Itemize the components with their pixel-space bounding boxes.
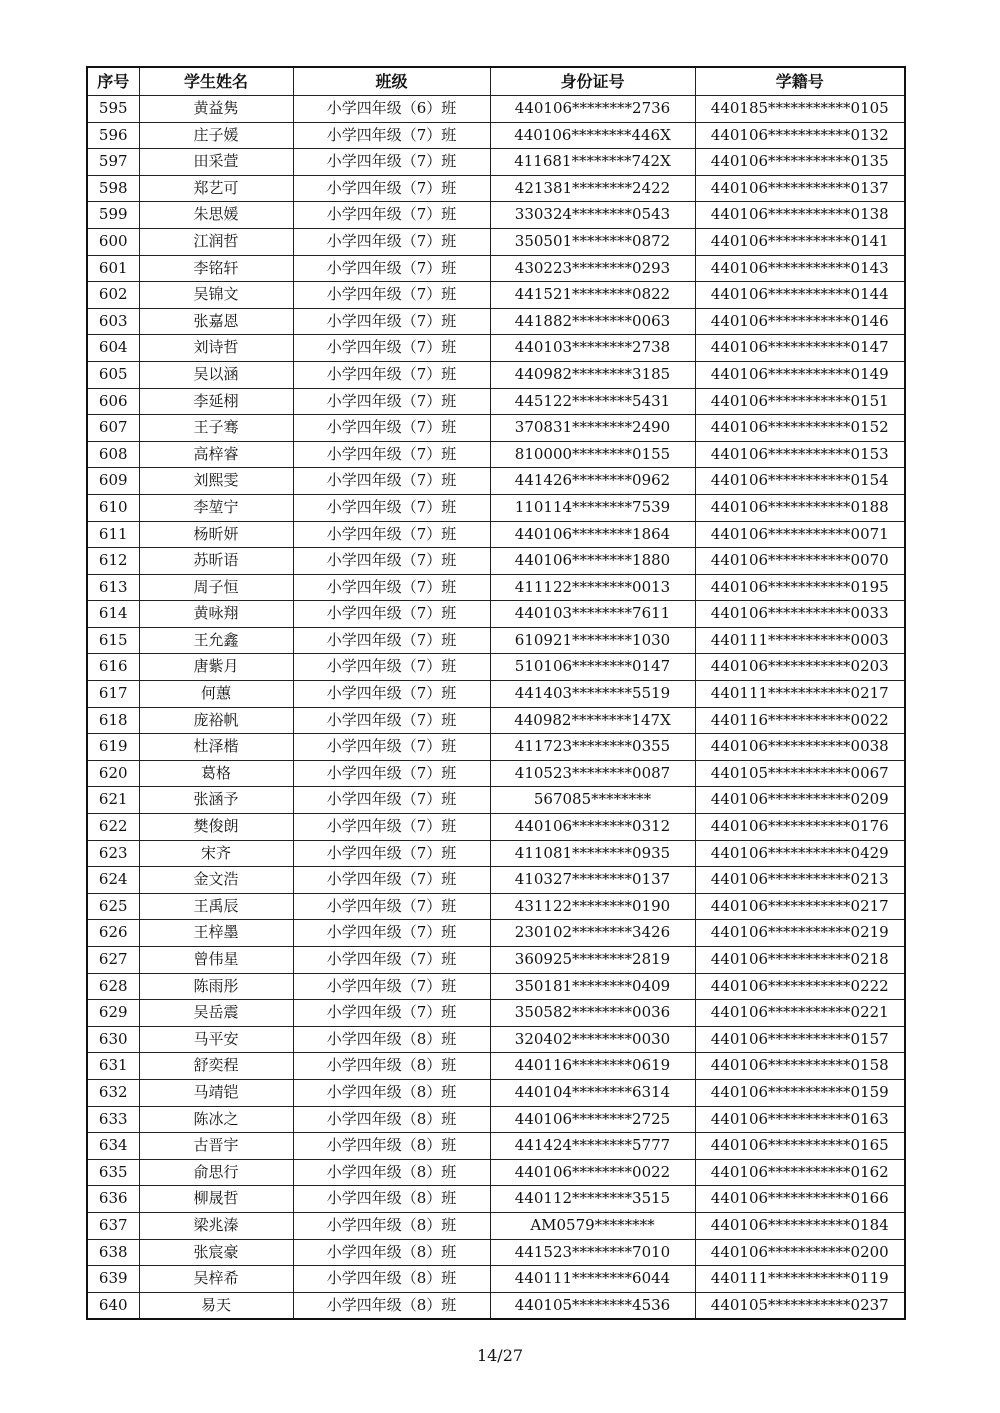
cell-id-number: 320402********0030 [490,1026,695,1053]
cell-class: 小学四年级（8）班 [293,1292,490,1319]
cell-student-name: 曾伟星 [139,947,293,974]
cell-registration-number: 440106***********0144 [695,282,905,309]
table-row [87,548,905,575]
cell-index: 596 [87,122,139,149]
cell-index: 605 [87,361,139,388]
cell-id-number: 810000********0155 [490,441,695,468]
cell-student-name: 周子恒 [139,574,293,601]
cell-student-name: 李铭轩 [139,255,293,282]
cell-student-name: 杜泽楷 [139,734,293,761]
cell-index: 615 [87,627,139,654]
cell-class: 小学四年级（7）班 [293,681,490,708]
table-row [87,1133,905,1160]
cell-id-number: 411122********0013 [490,574,695,601]
cell-registration-number: 440106***********0158 [695,1053,905,1080]
cell-id-number: 370831********2490 [490,415,695,442]
cell-index: 635 [87,1159,139,1186]
cell-student-name: 李延栩 [139,388,293,415]
cell-student-name: 吴梓希 [139,1266,293,1293]
cell-id-number: 440106********2736 [490,96,695,123]
cell-id-number: 440106********0312 [490,814,695,841]
cell-student-name: 唐紫月 [139,654,293,681]
cell-registration-number: 440106***********0146 [695,308,905,335]
cell-registration-number: 440106***********0165 [695,1133,905,1160]
header-student-name: 学生姓名 [139,67,293,96]
table-row [87,734,905,761]
cell-index: 624 [87,867,139,894]
table-row [87,947,905,974]
cell-student-name: 朱思媛 [139,202,293,229]
cell-student-name: 王允鑫 [139,627,293,654]
cell-id-number: 610921********1030 [490,627,695,654]
table-row [87,202,905,229]
cell-class: 小学四年级（8）班 [293,1212,490,1239]
cell-class: 小学四年级（7）班 [293,521,490,548]
table-row [87,468,905,495]
cell-student-name: 江润哲 [139,228,293,255]
cell-id-number: 441523********7010 [490,1239,695,1266]
table-row [87,1212,905,1239]
table-row [87,1026,905,1053]
cell-id-number: 440106********446X [490,122,695,149]
cell-class: 小学四年级（7）班 [293,255,490,282]
cell-id-number: 411723********0355 [490,734,695,761]
cell-student-name: 金文浩 [139,867,293,894]
cell-id-number: 441403********5519 [490,681,695,708]
cell-class: 小学四年级（7）班 [293,814,490,841]
cell-id-number: 330324********0543 [490,202,695,229]
cell-class: 小学四年级（8）班 [293,1053,490,1080]
cell-id-number: 440103********7611 [490,601,695,628]
cell-registration-number: 440106***********0153 [695,441,905,468]
cell-id-number: AM0579******** [490,1212,695,1239]
cell-registration-number: 440106***********0222 [695,973,905,1000]
cell-index: 617 [87,681,139,708]
table-row [87,1266,905,1293]
cell-index: 602 [87,282,139,309]
cell-registration-number: 440105***********0237 [695,1292,905,1319]
cell-student-name: 张涵予 [139,787,293,814]
cell-id-number: 440112********3515 [490,1186,695,1213]
header-registration-number: 学籍号 [695,67,905,96]
cell-id-number: 510106********0147 [490,654,695,681]
cell-id-number: 441426********0962 [490,468,695,495]
cell-registration-number: 440106***********0132 [695,122,905,149]
cell-index: 638 [87,1239,139,1266]
cell-index: 621 [87,787,139,814]
table-body [87,96,905,1320]
cell-index: 600 [87,228,139,255]
cell-class: 小学四年级（7）班 [293,654,490,681]
cell-student-name: 马靖铠 [139,1079,293,1106]
cell-class: 小学四年级（6）班 [293,96,490,123]
cell-registration-number: 440106***********0033 [695,601,905,628]
cell-registration-number: 440106***********0137 [695,175,905,202]
cell-student-name: 吴锦文 [139,282,293,309]
cell-id-number: 410327********0137 [490,867,695,894]
cell-student-name: 张宸豪 [139,1239,293,1266]
cell-student-name: 马平安 [139,1026,293,1053]
cell-class: 小学四年级（7）班 [293,787,490,814]
table-row [87,494,905,521]
cell-registration-number: 440106***********0195 [695,574,905,601]
cell-registration-number: 440106***********0159 [695,1079,905,1106]
cell-student-name: 郑艺可 [139,175,293,202]
cell-id-number: 350501********0872 [490,228,695,255]
cell-class: 小学四年级（7）班 [293,149,490,176]
cell-id-number: 410523********0087 [490,760,695,787]
cell-id-number: 430223********0293 [490,255,695,282]
cell-student-name: 田采萱 [139,149,293,176]
cell-id-number: 421381********2422 [490,175,695,202]
header-id-number: 身份证号 [490,67,695,96]
cell-student-name: 何蕙 [139,681,293,708]
cell-registration-number: 440116***********0022 [695,707,905,734]
table-row [87,96,905,123]
cell-registration-number: 440106***********0203 [695,654,905,681]
cell-student-name: 梁兆溱 [139,1212,293,1239]
cell-registration-number: 440106***********0219 [695,920,905,947]
table-row [87,840,905,867]
cell-registration-number: 440106***********0184 [695,1212,905,1239]
table-row [87,1239,905,1266]
table-row [87,335,905,362]
table-row [87,574,905,601]
cell-index: 639 [87,1266,139,1293]
table-row [87,1053,905,1080]
table-header-row [87,67,905,96]
table-row [87,893,905,920]
cell-index: 614 [87,601,139,628]
cell-registration-number: 440106***********0217 [695,893,905,920]
cell-registration-number: 440106***********0070 [695,548,905,575]
cell-registration-number: 440106***********0138 [695,202,905,229]
table-row [87,441,905,468]
cell-id-number: 360925********2819 [490,947,695,974]
cell-registration-number: 440106***********0176 [695,814,905,841]
cell-index: 595 [87,96,139,123]
cell-registration-number: 440106***********0218 [695,947,905,974]
cell-registration-number: 440105***********0067 [695,760,905,787]
cell-student-name: 杨昕妍 [139,521,293,548]
cell-student-name: 易天 [139,1292,293,1319]
table-row [87,867,905,894]
table-row [87,308,905,335]
cell-student-name: 舒奕程 [139,1053,293,1080]
cell-class: 小学四年级（7）班 [293,494,490,521]
cell-id-number: 440105********4536 [490,1292,695,1319]
cell-index: 606 [87,388,139,415]
header-index: 序号 [87,67,139,96]
cell-class: 小学四年级（7）班 [293,734,490,761]
cell-student-name: 柳晟哲 [139,1186,293,1213]
cell-index: 629 [87,1000,139,1027]
cell-student-name: 俞思行 [139,1159,293,1186]
cell-registration-number: 440106***********0071 [695,521,905,548]
cell-registration-number: 440106***********0166 [695,1186,905,1213]
cell-student-name: 葛格 [139,760,293,787]
cell-index: 627 [87,947,139,974]
cell-id-number: 411681********742X [490,149,695,176]
cell-index: 626 [87,920,139,947]
cell-class: 小学四年级（7）班 [293,574,490,601]
cell-id-number: 440982********147X [490,707,695,734]
cell-index: 633 [87,1106,139,1133]
cell-index: 603 [87,308,139,335]
cell-index: 612 [87,548,139,575]
cell-index: 609 [87,468,139,495]
header-class: 班级 [293,67,490,96]
cell-index: 630 [87,1026,139,1053]
table-row [87,1000,905,1027]
cell-class: 小学四年级（7）班 [293,947,490,974]
cell-class: 小学四年级（7）班 [293,468,490,495]
cell-id-number: 440103********2738 [490,335,695,362]
cell-index: 604 [87,335,139,362]
cell-index: 625 [87,893,139,920]
cell-student-name: 陈冰之 [139,1106,293,1133]
table-row [87,1186,905,1213]
cell-index: 620 [87,760,139,787]
cell-index: 632 [87,1079,139,1106]
cell-class: 小学四年级（8）班 [293,1106,490,1133]
cell-index: 597 [87,149,139,176]
cell-class: 小学四年级（7）班 [293,548,490,575]
cell-registration-number: 440106***********0143 [695,255,905,282]
cell-student-name: 宋齐 [139,840,293,867]
cell-student-name: 刘熙雯 [139,468,293,495]
table-row [87,521,905,548]
cell-index: 599 [87,202,139,229]
table-row [87,361,905,388]
cell-index: 628 [87,973,139,1000]
cell-id-number: 431122********0190 [490,893,695,920]
cell-id-number: 350582********0036 [490,1000,695,1027]
cell-id-number: 440106********1880 [490,548,695,575]
table-row [87,1079,905,1106]
cell-id-number: 445122********5431 [490,388,695,415]
cell-class: 小学四年级（7）班 [293,627,490,654]
cell-registration-number: 440106***********0151 [695,388,905,415]
cell-registration-number: 440106***********0157 [695,1026,905,1053]
cell-id-number: 440104********6314 [490,1079,695,1106]
cell-class: 小学四年级（7）班 [293,308,490,335]
cell-registration-number: 440106***********0209 [695,787,905,814]
cell-class: 小学四年级（7）班 [293,388,490,415]
cell-registration-number: 440106***********0213 [695,867,905,894]
cell-index: 608 [87,441,139,468]
cell-student-name: 高梓睿 [139,441,293,468]
cell-class: 小学四年级（7）班 [293,175,490,202]
cell-registration-number: 440185***********0105 [695,96,905,123]
cell-registration-number: 440106***********0221 [695,1000,905,1027]
cell-id-number: 440111********6044 [490,1266,695,1293]
cell-registration-number: 440106***********0162 [695,1159,905,1186]
cell-class: 小学四年级（7）班 [293,122,490,149]
cell-index: 601 [87,255,139,282]
cell-class: 小学四年级（7）班 [293,707,490,734]
cell-class: 小学四年级（7）班 [293,282,490,309]
cell-id-number: 411081********0935 [490,840,695,867]
cell-registration-number: 440106***********0141 [695,228,905,255]
table-row [87,1159,905,1186]
cell-class: 小学四年级（7）班 [293,920,490,947]
cell-id-number: 441424********5777 [490,1133,695,1160]
table-row [87,627,905,654]
cell-registration-number: 440106***********0135 [695,149,905,176]
cell-class: 小学四年级（8）班 [293,1186,490,1213]
cell-class: 小学四年级（7）班 [293,1000,490,1027]
cell-registration-number: 440111***********0119 [695,1266,905,1293]
cell-student-name: 黄益隽 [139,96,293,123]
cell-student-name: 古晋宇 [139,1133,293,1160]
cell-class: 小学四年级（8）班 [293,1079,490,1106]
cell-class: 小学四年级（7）班 [293,202,490,229]
table-row [87,920,905,947]
table-row [87,228,905,255]
cell-id-number: 440106********0022 [490,1159,695,1186]
cell-index: 616 [87,654,139,681]
table-row [87,787,905,814]
table-row [87,601,905,628]
table-row [87,1292,905,1319]
cell-student-name: 张嘉恩 [139,308,293,335]
cell-student-name: 苏昕语 [139,548,293,575]
cell-class: 小学四年级（8）班 [293,1266,490,1293]
cell-class: 小学四年级（7）班 [293,361,490,388]
page-number: 14/27 [476,1346,524,1365]
table-row [87,388,905,415]
cell-student-name: 陈雨彤 [139,973,293,1000]
cell-index: 613 [87,574,139,601]
cell-class: 小学四年级（7）班 [293,228,490,255]
cell-id-number: 350181********0409 [490,973,695,1000]
cell-index: 607 [87,415,139,442]
table-row [87,175,905,202]
cell-index: 611 [87,521,139,548]
cell-id-number: 110114********7539 [490,494,695,521]
cell-student-name: 王禹辰 [139,893,293,920]
table-row [87,282,905,309]
cell-student-name: 庞裕帆 [139,707,293,734]
cell-id-number: 440106********1864 [490,521,695,548]
cell-class: 小学四年级（7）班 [293,893,490,920]
table-row [87,122,905,149]
cell-index: 634 [87,1133,139,1160]
cell-id-number: 440116********0619 [490,1053,695,1080]
table-row [87,1106,905,1133]
cell-id-number: 441882********0063 [490,308,695,335]
cell-student-name: 李堃宁 [139,494,293,521]
cell-student-name: 王梓墨 [139,920,293,947]
cell-class: 小学四年级（8）班 [293,1026,490,1053]
cell-class: 小学四年级（7）班 [293,441,490,468]
cell-registration-number: 440111***********0217 [695,681,905,708]
cell-registration-number: 440106***********0154 [695,468,905,495]
cell-student-name: 王子骞 [139,415,293,442]
cell-id-number: 440982********3185 [490,361,695,388]
cell-index: 636 [87,1186,139,1213]
cell-student-name: 黄咏翔 [139,601,293,628]
cell-registration-number: 440106***********0147 [695,335,905,362]
cell-class: 小学四年级（7）班 [293,335,490,362]
table-row [87,654,905,681]
cell-registration-number: 440106***********0200 [695,1239,905,1266]
cell-registration-number: 440106***********0152 [695,415,905,442]
cell-id-number: 230102********3426 [490,920,695,947]
cell-registration-number: 440111***********0003 [695,627,905,654]
cell-class: 小学四年级（8）班 [293,1159,490,1186]
cell-class: 小学四年级（7）班 [293,973,490,1000]
cell-index: 619 [87,734,139,761]
cell-class: 小学四年级（8）班 [293,1133,490,1160]
cell-registration-number: 440106***********0188 [695,494,905,521]
table-row [87,707,905,734]
cell-class: 小学四年级（7）班 [293,760,490,787]
table-row [87,681,905,708]
cell-index: 631 [87,1053,139,1080]
cell-class: 小学四年级（8）班 [293,1239,490,1266]
cell-student-name: 庄子媛 [139,122,293,149]
cell-index: 618 [87,707,139,734]
cell-index: 623 [87,840,139,867]
cell-class: 小学四年级（7）班 [293,867,490,894]
cell-registration-number: 440106***********0038 [695,734,905,761]
student-table [86,66,906,1320]
cell-class: 小学四年级（7）班 [293,415,490,442]
table-row [87,255,905,282]
cell-registration-number: 440106***********0429 [695,840,905,867]
cell-class: 小学四年级（7）班 [293,601,490,628]
table-row [87,415,905,442]
cell-id-number: 567085******** [490,787,695,814]
cell-student-name: 吴以涵 [139,361,293,388]
cell-student-name: 樊俊朗 [139,814,293,841]
table-row [87,973,905,1000]
cell-index: 598 [87,175,139,202]
cell-id-number: 441521********0822 [490,282,695,309]
cell-index: 622 [87,814,139,841]
cell-registration-number: 440106***********0149 [695,361,905,388]
table-row [87,814,905,841]
table-row [87,760,905,787]
cell-index: 640 [87,1292,139,1319]
cell-registration-number: 440106***********0163 [695,1106,905,1133]
cell-student-name: 吴岳震 [139,1000,293,1027]
cell-id-number: 440106********2725 [490,1106,695,1133]
table-row [87,149,905,176]
cell-student-name: 刘诗哲 [139,335,293,362]
cell-class: 小学四年级（7）班 [293,840,490,867]
cell-index: 610 [87,494,139,521]
cell-index: 637 [87,1212,139,1239]
